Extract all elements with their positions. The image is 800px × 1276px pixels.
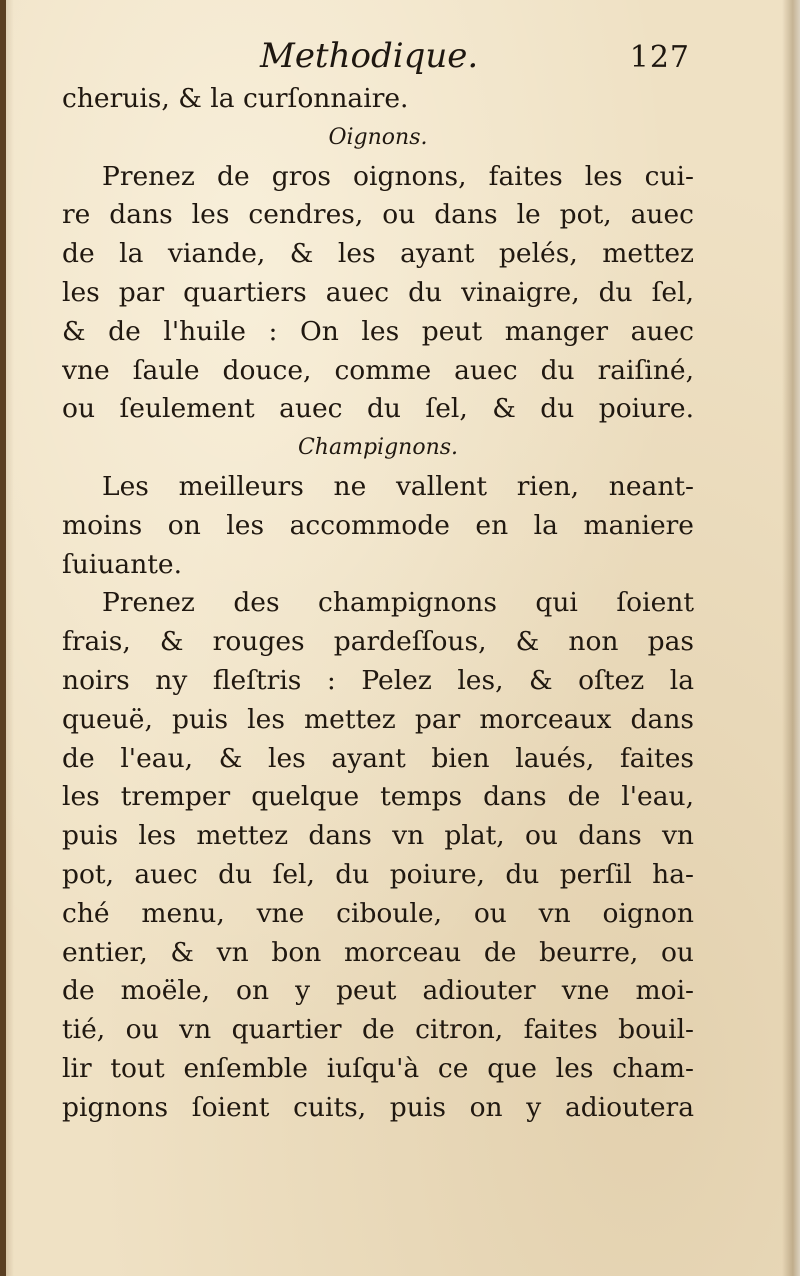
text-line: frais, & rouges pardeſſous, & non pas <box>62 626 694 658</box>
page-number: 127 <box>629 40 690 75</box>
text-line: Prenez des champignons qui ſoient <box>102 587 694 619</box>
text-line: de l'eau, & les ayant bien laués, faites <box>62 742 694 774</box>
text-line: Les meilleurs ne vallent rien, neant- <box>102 470 694 502</box>
section-heading-champignons: Champignons. <box>297 435 459 461</box>
text-line: puis les mettez dans vn plat, ou dans vn <box>62 820 694 852</box>
text-line: & de l'huile : On les peut manger auec <box>62 315 694 347</box>
text-line: lir tout enſemble iuſqu'à ce que les cham- <box>62 1052 694 1084</box>
text-line: pot, auec du ſel, du poiure, du perſil ha- <box>62 858 694 890</box>
text-line: moins on les accommode en la maniere <box>62 509 694 541</box>
text-line: ſuiuante. <box>62 548 183 580</box>
section-heading-oignons: Oignons. <box>328 124 428 150</box>
text-line: ché menu, vne ciboule, ou vn oignon <box>62 897 694 929</box>
page-fore-edge <box>782 0 800 1276</box>
text-line: les tremper quelque temps dans de l'eau, <box>62 781 694 813</box>
text-line: cheruis, & la curſonnaire. <box>62 83 409 114</box>
page-body <box>62 80 694 1128</box>
text-line: tié, ou vn quartier de citron, faites bouil- <box>62 1014 694 1046</box>
running-head: Methodique. <box>260 36 479 76</box>
text-line: les par quartiers auec du vinaigre, du ſel, <box>62 276 694 308</box>
text-line: noirs ny fleſtris : Pelez les, & oſtez la <box>62 664 694 696</box>
text-line: re dans les cendres, ou dans le pot, auec <box>62 199 694 231</box>
text-line: entier, & vn bon morceau de beurre, ou <box>62 936 694 968</box>
text-line: queuë, puis les mettez par morceaux dans <box>62 703 694 735</box>
page-header <box>62 26 692 86</box>
binding-edge <box>0 0 6 1276</box>
text-line: vne ſaule douce, comme auec du raiſiné, <box>62 354 694 386</box>
text-line: Prenez de gros oignons, faites les cui- <box>102 160 694 192</box>
text-line: de moële, on y peut adiouter vne moi- <box>62 975 694 1007</box>
text-line: de la viande, & les ayant pelés, mettez <box>62 238 694 270</box>
text-line: pignons ſoient cuits, puis on y adioutera <box>62 1091 694 1123</box>
text-line: ou ſeulement auec du ſel, & du poiure. <box>62 393 694 425</box>
